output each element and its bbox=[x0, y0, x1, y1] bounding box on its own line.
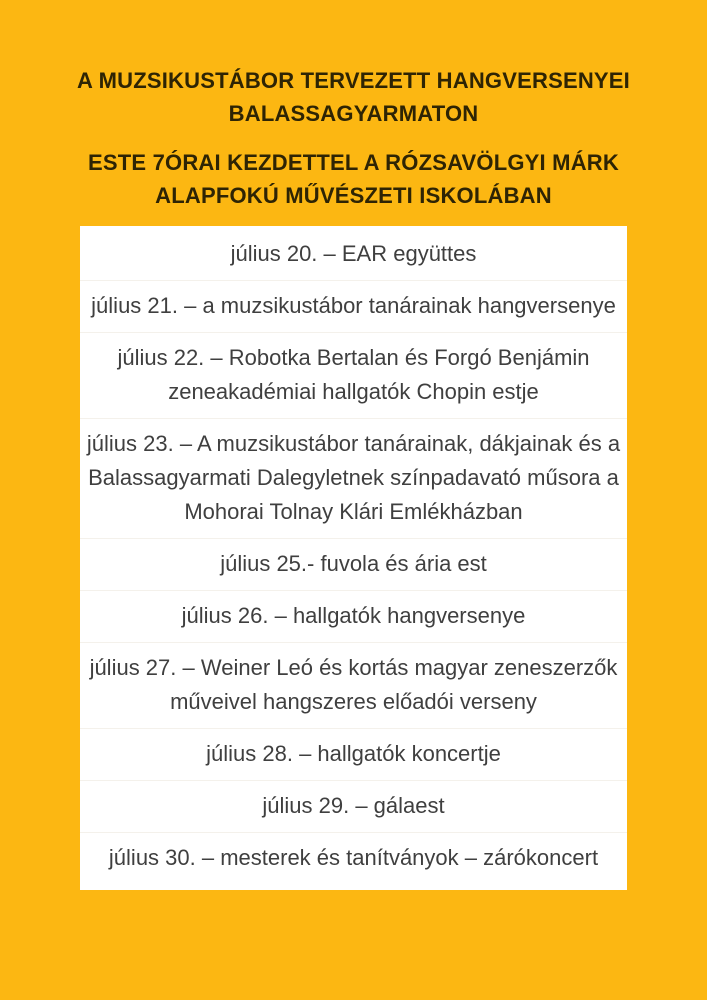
subtitle-line-2: ALAPFOKÚ MŰVÉSZETI ISKOLÁBAN bbox=[155, 183, 552, 208]
poster-title bbox=[0, 64, 707, 130]
subtitle-line-1: ESTE 7ÓRAI KEZDETTEL A RÓZSAVÖLGYI MÁRK bbox=[88, 150, 619, 175]
schedule-item-line: július 29. – gálaest bbox=[262, 793, 445, 818]
schedule-item-julius-21 bbox=[80, 280, 627, 332]
poster-header bbox=[0, 0, 707, 212]
title-line-1: A MUZSIKUSTÁBOR TERVEZETT HANGVERSENYEI bbox=[77, 68, 630, 93]
schedule-item-line: július 21. – a muzsikustábor tanárainak hangversenye bbox=[91, 293, 616, 318]
schedule-item-julius-25 bbox=[80, 538, 627, 590]
schedule-item-julius-26 bbox=[80, 590, 627, 642]
schedule-item-julius-23 bbox=[80, 418, 627, 538]
schedule-item-julius-30 bbox=[80, 832, 627, 884]
schedule-item-line: július 20. – EAR együttes bbox=[230, 241, 477, 266]
schedule-item-line: július 28. – hallgatók koncertje bbox=[206, 741, 501, 766]
schedule-item-julius-28 bbox=[80, 728, 627, 780]
schedule-item-julius-27 bbox=[80, 642, 627, 728]
title-line-2: BALASSAGYARMATON bbox=[228, 101, 479, 126]
poster-subtitle bbox=[0, 146, 707, 212]
schedule-item-julius-22 bbox=[80, 332, 627, 418]
schedule-item-line: július 26. – hallgatók hangversenye bbox=[181, 603, 526, 628]
schedule-item-line: július 27. – Weiner Leó és kortás magyar zeneszerzők bbox=[89, 655, 618, 680]
schedule-item-line: műveivel hangszeres előadói verseny bbox=[170, 689, 537, 714]
schedule-item-line: Balassagyarmati Dalegyletnek színpadavató műsora a bbox=[88, 465, 619, 490]
schedule-item-line: július 23. – A muzsikustábor tanárainak, dákjainak és a bbox=[86, 431, 621, 456]
schedule-panel bbox=[80, 226, 627, 890]
schedule-item-julius-29 bbox=[80, 780, 627, 832]
schedule-item-line: július 25.- fuvola és ária est bbox=[220, 551, 487, 576]
schedule-item-line: Mohorai Tolnay Klári Emlékházban bbox=[184, 499, 523, 524]
schedule-item-line: július 30. – mesterek és tanítványok – zárókoncert bbox=[108, 845, 599, 870]
schedule-item-line: július 22. – Robotka Bertalan és Forgó Benjámin bbox=[117, 345, 590, 370]
schedule-item-julius-20 bbox=[80, 229, 627, 280]
schedule-item-line: zeneakadémiai hallgatók Chopin estje bbox=[168, 379, 539, 404]
